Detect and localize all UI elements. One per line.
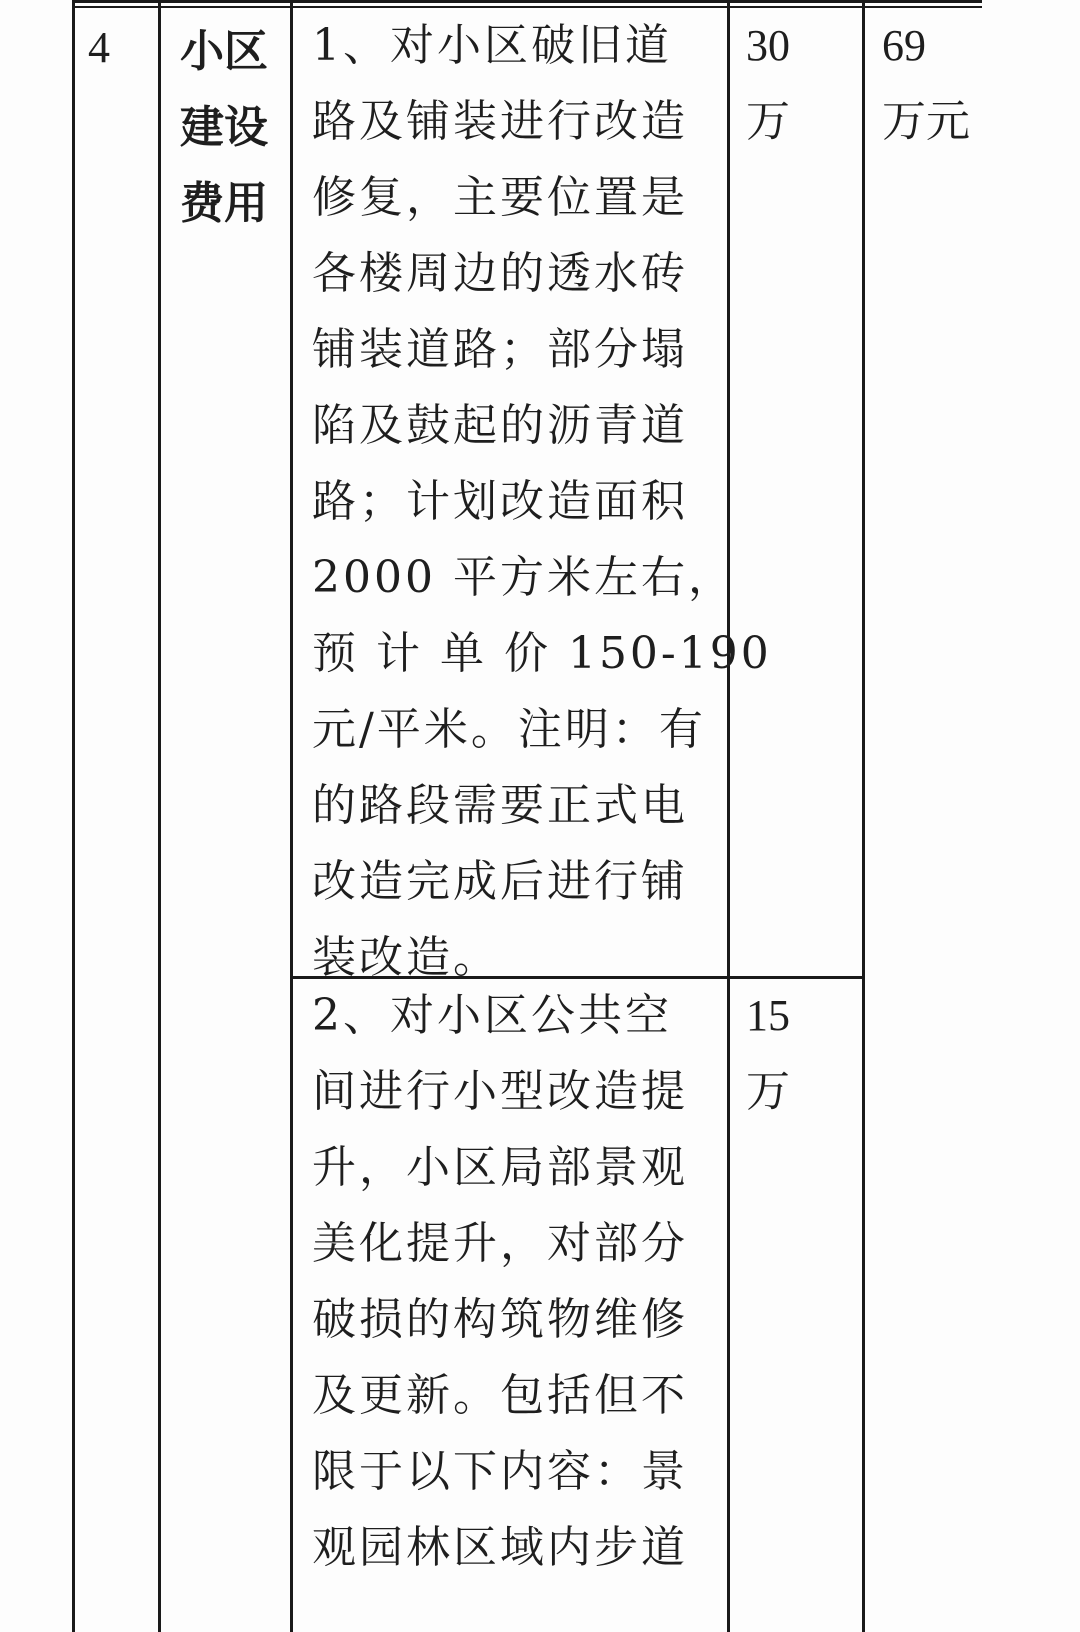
desc-line: 的路段需要正式电: [312, 780, 688, 831]
item-1-description: [312, 8, 772, 996]
item-2-amount: [746, 978, 790, 1130]
column-border-5: [862, 0, 865, 1632]
column-border-3: [290, 0, 293, 1632]
desc-line: 路；计划改造面积: [312, 476, 688, 527]
category-line: 建设: [180, 102, 268, 153]
desc-line: 路及铺装进行改造: [312, 96, 688, 147]
item-1-amount: [746, 8, 790, 160]
desc-line: 1、对小区破旧道: [312, 20, 672, 71]
amount-value: 15: [746, 991, 790, 1040]
amount-value: 30: [746, 21, 790, 70]
row-total: [882, 8, 970, 160]
desc-line: 陷及鼓起的沥青道: [312, 400, 688, 451]
item-2-description: [312, 978, 688, 1586]
desc-line: 2000 平方米左右，: [312, 552, 735, 603]
row-index: 4: [88, 23, 110, 72]
desc-line: 修复，主要位置是: [312, 172, 688, 223]
desc-line: 改造完成后进行铺: [312, 856, 688, 907]
total-unit: 万元: [882, 97, 970, 146]
amount-unit: 万: [746, 1067, 790, 1116]
category-line: 小区: [180, 26, 268, 77]
desc-line: 2、对小区公共空: [312, 990, 672, 1041]
total-value: 69: [882, 21, 926, 70]
desc-line: 美化提升，对部分: [312, 1218, 688, 1269]
desc-line: 元/平米。注明：有: [312, 704, 706, 755]
column-border-2: [158, 0, 161, 1632]
desc-line: 预 计 单 价 150-190: [312, 628, 772, 679]
category-line: 费用: [180, 178, 268, 229]
desc-line: 限于以下内容：景: [312, 1446, 688, 1497]
column-border-1: [72, 0, 75, 1632]
desc-line: 观园林区域内步道: [312, 1522, 688, 1573]
desc-line: 及更新。包括但不: [312, 1370, 688, 1421]
desc-line: 升，小区局部景观: [312, 1142, 688, 1193]
desc-line: 铺装道路；部分塌: [312, 324, 688, 375]
table-top-border: [72, 0, 982, 3]
desc-line: 装改造。: [312, 932, 500, 983]
desc-line: 破损的构筑物维修: [312, 1294, 688, 1345]
amount-unit: 万: [746, 97, 790, 146]
row-category: [180, 14, 268, 242]
desc-line: 间进行小型改造提: [312, 1066, 688, 1117]
desc-line: 各楼周边的透水砖: [312, 248, 688, 299]
